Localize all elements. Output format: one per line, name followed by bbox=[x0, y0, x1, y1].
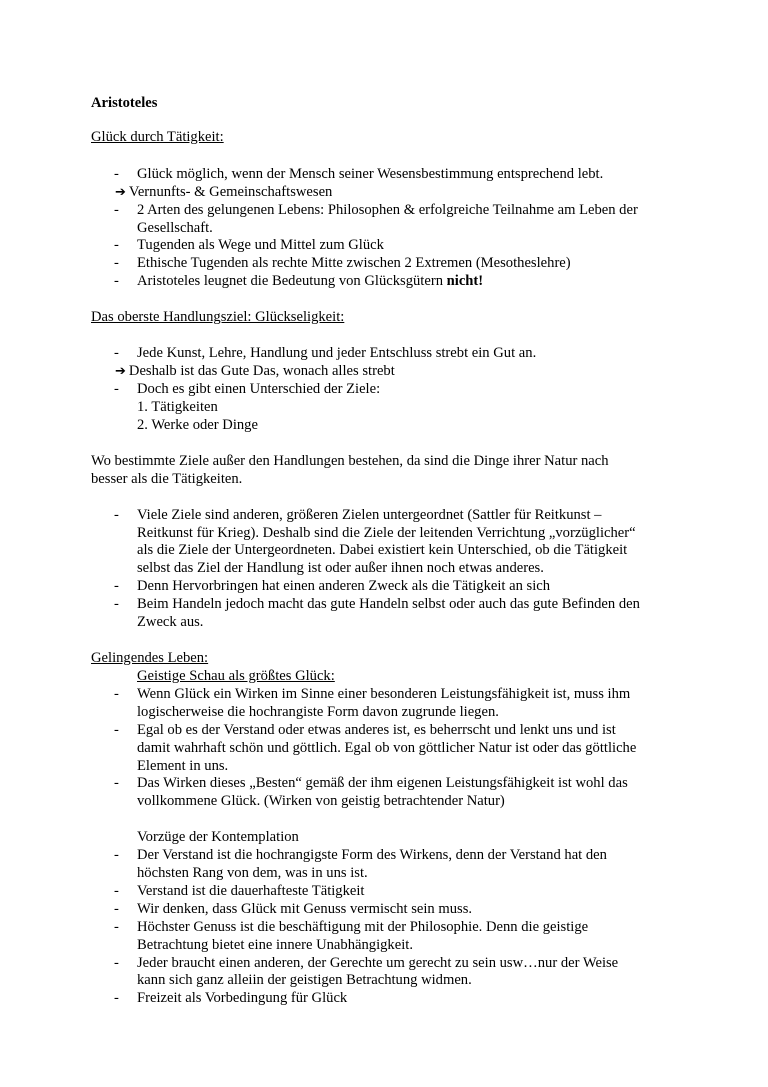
dash-bullet: - bbox=[114, 990, 119, 1006]
dash-bullet: - bbox=[114, 345, 119, 361]
dash-bullet: - bbox=[114, 955, 119, 971]
dash-bullet: - bbox=[114, 381, 119, 397]
dash-bullet: - bbox=[114, 273, 119, 289]
dash-bullet: - bbox=[114, 237, 119, 253]
section-heading-gelingendes-leben: Gelingendes Leben: bbox=[91, 650, 209, 666]
dash-bullet: - bbox=[114, 847, 119, 863]
dash-bullet: - bbox=[114, 507, 119, 523]
paragraph-line: besser als die Tätigkeiten. bbox=[91, 471, 243, 487]
dash-bullet: - bbox=[114, 919, 119, 935]
section-heading-handlungsziel: Das oberste Handlungsziel: Glückseligkeit: bbox=[91, 309, 345, 325]
dash-bullet: - bbox=[114, 202, 119, 218]
document-title: Aristoteles bbox=[91, 95, 158, 111]
dash-bullet: - bbox=[114, 686, 119, 702]
paragraph-line: Wo bestimmte Ziele außer den Handlungen bestehen, da sind die Dinge ihrer Natur nach bbox=[91, 453, 609, 469]
dash-bullet: - bbox=[114, 775, 119, 791]
dash-bullet: - bbox=[114, 166, 119, 182]
section-heading-glueck-durch-taetigkeit: Glück durch Tätigkeit: bbox=[91, 129, 224, 145]
right-arrow-icon: ➔ bbox=[115, 364, 126, 379]
dash-bullet: - bbox=[114, 578, 119, 594]
dash-bullet: - bbox=[114, 901, 119, 917]
right-arrow-icon: ➔ bbox=[115, 185, 126, 200]
dash-bullet: - bbox=[114, 722, 119, 738]
dash-bullet: - bbox=[114, 596, 119, 612]
dash-bullet: - bbox=[114, 883, 119, 899]
dash-bullet: - bbox=[114, 255, 119, 271]
